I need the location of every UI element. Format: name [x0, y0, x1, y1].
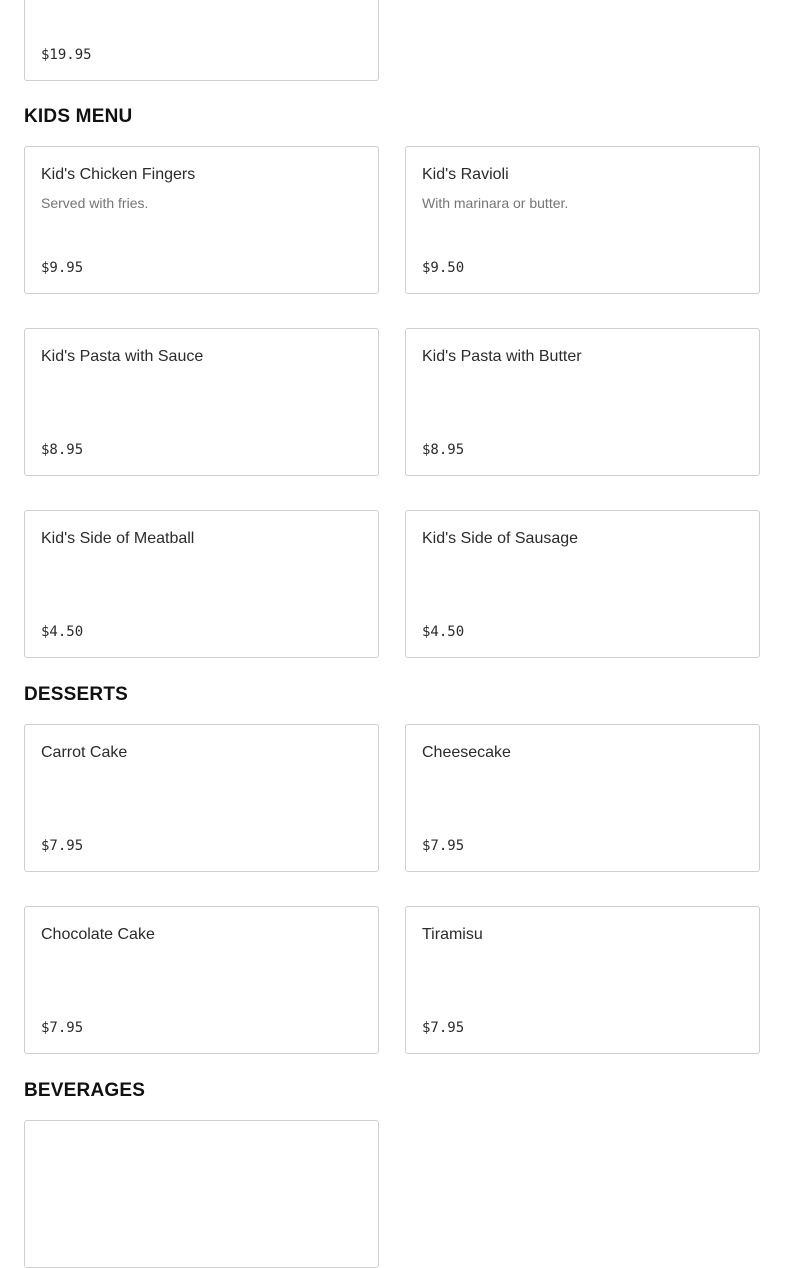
menu-item-card[interactable] — [24, 0, 379, 81]
item-name: Kid's Chicken Fingers — [41, 166, 196, 183]
section-title-beverages: BEVERAGES — [24, 1080, 146, 1101]
menu-item-card[interactable] — [405, 906, 760, 1054]
menu-item-card[interactable] — [24, 146, 379, 294]
menu-item-card[interactable] — [405, 724, 760, 872]
item-name: Chocolate Cake — [41, 926, 155, 943]
item-price: $9.95 — [41, 260, 84, 276]
item-price: $7.95 — [41, 838, 84, 854]
item-description: With marinara or butter. — [422, 195, 569, 211]
item-price: $7.95 — [422, 1020, 465, 1036]
item-name: Cheesecake — [422, 744, 511, 761]
item-price: $8.95 — [41, 442, 84, 458]
item-price: $7.95 — [422, 838, 465, 854]
menu-item-card[interactable] — [24, 1120, 379, 1268]
item-price: $7.95 — [41, 1020, 84, 1036]
menu-item-card[interactable] — [405, 328, 760, 476]
item-price: $9.50 — [422, 260, 465, 276]
item-name: Kid's Pasta with Sauce — [41, 348, 204, 365]
menu-item-card[interactable] — [24, 724, 379, 872]
item-name: Kid's Side of Meatball — [41, 530, 195, 547]
menu-item-card[interactable] — [405, 146, 760, 294]
item-name: Kid's Pasta with Butter — [422, 348, 582, 365]
menu-item-card[interactable] — [24, 510, 379, 658]
item-name: Kid's Ravioli — [422, 166, 509, 183]
menu-item-card[interactable] — [24, 906, 379, 1054]
item-price: $8.95 — [422, 442, 465, 458]
item-price: $19.95 — [41, 47, 92, 63]
section-title-desserts: DESSERTS — [24, 684, 129, 705]
item-name: Kid's Side of Sausage — [422, 530, 579, 547]
menu-item-card[interactable] — [405, 510, 760, 658]
item-name: Carrot Cake — [41, 744, 128, 761]
item-price: $4.50 — [41, 624, 84, 640]
item-description: Served with fries. — [41, 195, 149, 211]
item-name: Tiramisu — [422, 926, 483, 943]
section-title-kids-menu: KIDS MENU — [24, 106, 133, 127]
item-price: $4.50 — [422, 624, 465, 640]
menu-item-card[interactable] — [24, 328, 379, 476]
